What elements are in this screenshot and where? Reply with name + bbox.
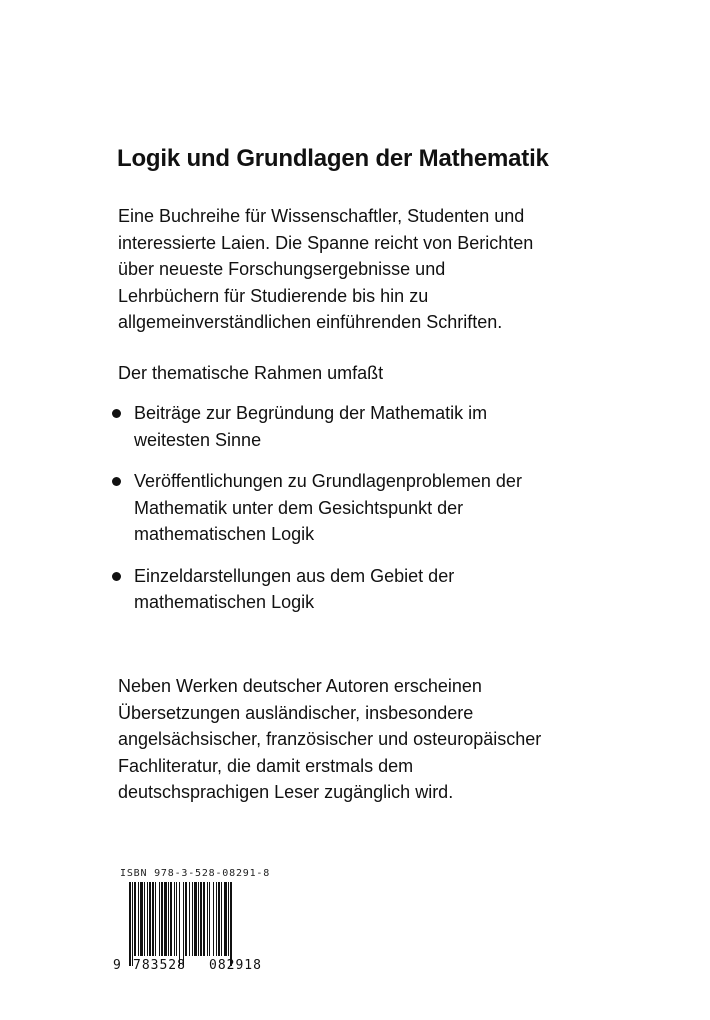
barcode-left-digits: 783528 xyxy=(133,958,186,972)
closing-line: Fachliteratur, die damit erstmals dem xyxy=(118,755,414,776)
barcode-bar xyxy=(170,882,172,956)
intro-line: über neueste Forschungsergebnisse und xyxy=(118,259,446,279)
barcode-bar xyxy=(155,882,156,956)
bullet-line: mathematischen Logik xyxy=(134,524,315,544)
barcode-bar xyxy=(174,882,175,956)
barcode-bar xyxy=(192,882,193,956)
isbn-label: ISBN 978-3-528-08291-8 xyxy=(120,868,271,879)
barcode-bar xyxy=(213,882,214,956)
closing-line: Übersetzungen ausländischer, insbesondere xyxy=(118,702,474,723)
barcode-bar xyxy=(189,882,190,956)
barcode-bar xyxy=(179,882,180,966)
barcode-bar xyxy=(183,882,184,966)
bullet-line: weitesten Sinne xyxy=(134,429,262,450)
barcode-bar xyxy=(159,882,160,956)
barcode-bar xyxy=(224,882,227,956)
barcode-bar xyxy=(140,882,143,956)
framework-list xyxy=(112,400,602,616)
list-item xyxy=(112,563,602,616)
barcode-bar xyxy=(221,882,222,956)
barcode-bar xyxy=(218,882,220,956)
closing-line: angelsächsischer, französischer und osteuropäischer xyxy=(118,729,542,749)
closing-paragraph xyxy=(118,673,598,806)
series-title: Logik und Grundlagen der Mathematik xyxy=(117,145,549,172)
barcode-bar xyxy=(200,882,202,956)
intro-line: Lehrbüchern für Studierende bis hin zu xyxy=(118,285,429,306)
list-item xyxy=(112,468,602,548)
closing-line: deutschsprachigen Leser zugänglich wird. xyxy=(118,782,454,802)
bullet-line: Beiträge zur Begründung der Mathematik im xyxy=(134,403,488,423)
list-item xyxy=(112,400,602,453)
barcode-bar xyxy=(203,882,205,956)
bullet-line: Einzeldarstellungen aus dem Gebiet der xyxy=(134,565,455,586)
barcode-bar xyxy=(132,882,133,966)
barcode-bar xyxy=(129,882,131,966)
barcode-bar xyxy=(149,882,151,956)
barcode-bar xyxy=(185,882,187,956)
framework-intro: Der thematische Rahmen umfaßt xyxy=(118,363,384,383)
intro-line: Eine Buchreihe für Wissenschaftler, Studenten und xyxy=(118,206,525,226)
bullet-icon xyxy=(112,477,121,486)
barcode-bar xyxy=(147,882,148,956)
barcode-bar xyxy=(194,882,197,956)
barcode-right-digits: 082918 xyxy=(209,958,262,972)
barcode-bar xyxy=(144,882,145,956)
intro-paragraph xyxy=(118,203,598,336)
barcode-bar xyxy=(228,882,229,956)
bullet-line: mathematischen Logik xyxy=(134,592,315,612)
bullet-line: Veröffentlichungen zu Grundlagenproblemen der xyxy=(134,471,522,491)
barcode-bar xyxy=(207,882,208,956)
bullet-icon xyxy=(112,409,121,418)
intro-line: allgemeinverständlichen einführenden Schriften. xyxy=(118,312,503,332)
barcode-bar xyxy=(164,882,167,956)
intro-line: interessierte Laien. Die Spanne reicht von Berichten xyxy=(118,232,534,253)
barcode-bar xyxy=(176,882,177,956)
closing-line: Neben Werken deutscher Autoren erscheinen xyxy=(118,676,482,696)
barcode-bar xyxy=(230,882,232,966)
barcode-bar xyxy=(161,882,163,956)
barcode-bar xyxy=(198,882,199,956)
barcode-bar xyxy=(209,882,210,956)
barcode-bar xyxy=(168,882,169,956)
bullet-icon xyxy=(112,572,121,581)
barcode-bar xyxy=(216,882,217,956)
barcode-bar xyxy=(152,882,154,956)
bullet-line: Mathematik unter dem Gesichtspunkt der xyxy=(134,497,464,518)
barcode-bar xyxy=(134,882,136,956)
barcode-prefix-digit: 9 xyxy=(113,958,121,972)
barcode xyxy=(113,880,283,972)
barcode-bar xyxy=(138,882,139,956)
